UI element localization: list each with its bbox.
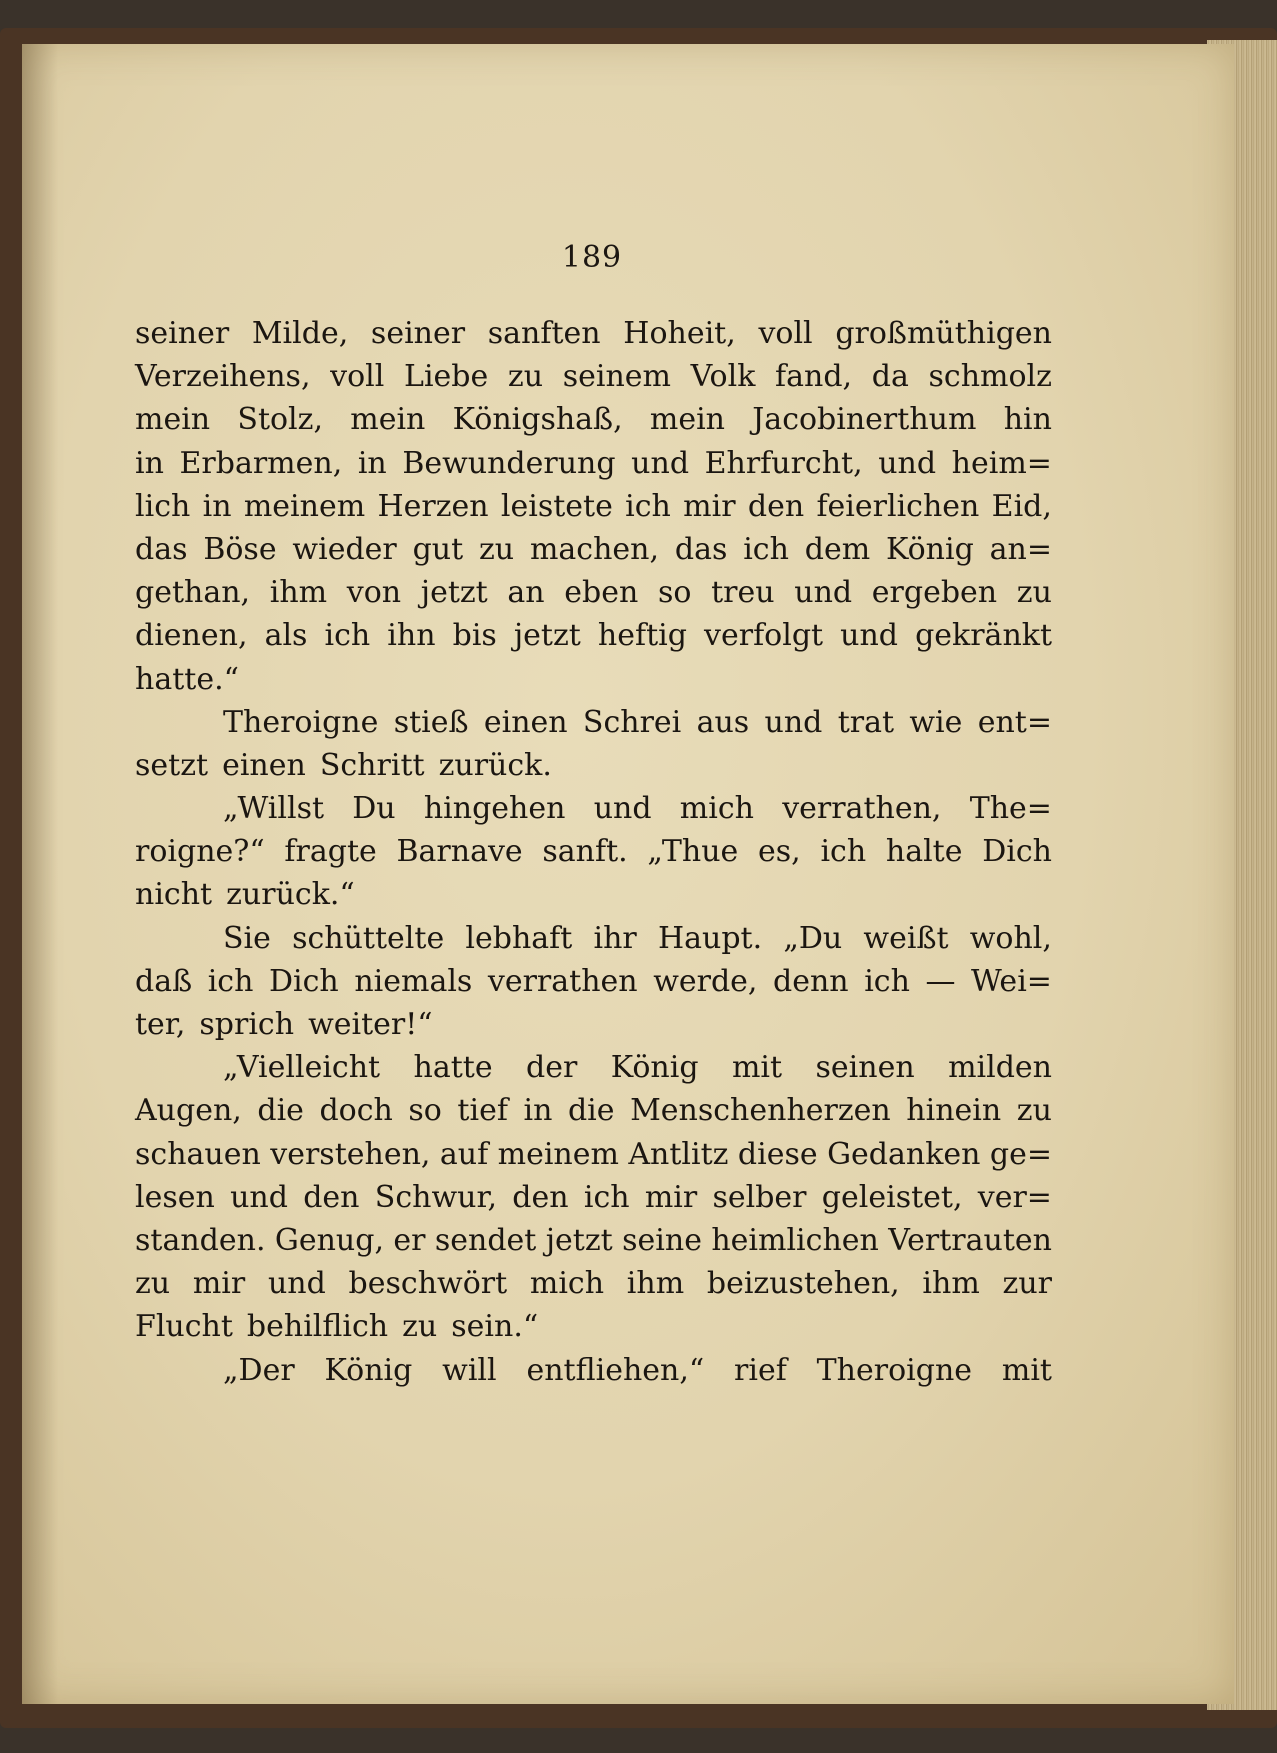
word: zurück.“ [226, 877, 355, 913]
word: gut [412, 531, 464, 567]
word: zu [507, 359, 544, 395]
word: hingehen [423, 791, 566, 827]
word: jetzt [420, 575, 488, 611]
word: ihm [626, 1266, 685, 1302]
word: Theroigne [816, 1352, 973, 1388]
word: sprich [199, 1007, 295, 1042]
text-line [135, 1003, 1052, 1046]
text-line [135, 830, 1052, 873]
word: so [657, 575, 692, 611]
word: ich [625, 488, 671, 524]
word: ihn [387, 618, 436, 654]
text-line [135, 1176, 1052, 1219]
word: mich [529, 1266, 605, 1302]
word: machen, [529, 531, 660, 567]
word: behilflich [246, 1309, 389, 1345]
word: an= [989, 531, 1052, 567]
word: werde, [653, 963, 758, 999]
word: will [442, 1352, 497, 1388]
word: dem [804, 531, 871, 567]
word: Verzeihens, [135, 359, 311, 395]
word: mein [350, 402, 426, 438]
word: hatte [413, 1050, 493, 1086]
word: von [346, 575, 402, 611]
word: zu [1016, 1093, 1052, 1129]
word: und [631, 445, 690, 481]
body-text [135, 312, 1052, 1392]
word: trat [837, 704, 895, 740]
word: eben [564, 575, 639, 611]
gutter-shadow [22, 44, 58, 1704]
word: mir [644, 1179, 698, 1215]
word: „Willst [223, 791, 325, 827]
word: ent= [977, 704, 1052, 740]
word: lesen [135, 1179, 215, 1215]
word: Hoheit, [623, 316, 736, 351]
word: „Thue [647, 834, 739, 870]
word: es, [758, 834, 801, 870]
word: und [794, 575, 853, 611]
text-line [135, 485, 1052, 528]
word: verfolgt [704, 618, 824, 654]
word: das [674, 531, 728, 567]
word: weißt [863, 920, 949, 956]
word: ich [324, 618, 371, 654]
word: geleistet, [821, 1179, 963, 1215]
word: Böse [203, 531, 277, 567]
word: beizustehen, [706, 1266, 900, 1302]
word: wieder [292, 531, 397, 567]
word: seinen [815, 1050, 915, 1086]
word: ihr [593, 920, 637, 956]
word: standen. [135, 1222, 266, 1258]
word: so [408, 1093, 442, 1129]
word: und [840, 618, 899, 654]
word: in [202, 488, 232, 524]
word: wohl, [969, 920, 1052, 956]
text-line [135, 873, 1052, 916]
word: zur [1002, 1266, 1052, 1302]
word: mit [1001, 1352, 1052, 1388]
word: mit [731, 1050, 783, 1086]
word: den [303, 1179, 360, 1215]
word: leistete [500, 488, 613, 524]
text-line [135, 658, 1052, 701]
text-line [135, 1046, 1052, 1089]
word: Bewunderung [402, 445, 616, 481]
word: ich [820, 834, 867, 870]
word: Herzen [377, 488, 489, 524]
word: — [925, 963, 956, 999]
word: der [526, 1050, 578, 1086]
word: Schrei [582, 704, 682, 740]
word: seiner [135, 316, 230, 351]
text-line [135, 1262, 1052, 1305]
text-line [135, 442, 1052, 485]
word: verrathen [487, 963, 638, 999]
word: und [267, 1266, 326, 1302]
word: jetzt [545, 1222, 613, 1258]
word: einen [483, 704, 568, 740]
word: Sie [223, 920, 271, 956]
text-line [135, 1305, 1052, 1348]
word: aus [696, 704, 750, 740]
word: das [135, 531, 188, 567]
word: Jacobinerthum [752, 402, 977, 438]
word: mein [649, 402, 726, 438]
word: ver= [977, 1179, 1052, 1215]
word: jetzt [513, 618, 581, 654]
word: König [885, 531, 974, 567]
word: ge= [989, 1136, 1052, 1172]
word: verstehen, [270, 1136, 431, 1172]
word: ihm [269, 575, 328, 611]
word: König [610, 1050, 699, 1086]
word: setzt [135, 747, 209, 783]
word: Ehrfurcht, [704, 445, 863, 481]
word: ich [207, 963, 254, 999]
word: die [567, 1093, 615, 1129]
word: heim= [951, 445, 1052, 481]
word: verrathen, [782, 791, 942, 827]
word: in [357, 445, 387, 481]
word: rief [734, 1352, 787, 1388]
word: ergeben [871, 575, 998, 611]
text-line [135, 1133, 1052, 1176]
word: gekränkt [915, 618, 1052, 654]
word: mich [679, 791, 754, 827]
text-line [135, 355, 1052, 398]
word: schmolz [928, 359, 1052, 395]
word: Erbarmen, [179, 445, 343, 481]
word: ich [743, 531, 789, 567]
word: als [264, 618, 308, 654]
text-line [135, 1349, 1052, 1392]
word: einen [222, 747, 306, 783]
word: sanft. [542, 834, 628, 870]
word: mir [683, 488, 736, 524]
word: Vertrauten [888, 1222, 1052, 1258]
word: da [871, 359, 909, 395]
word: feierlichen [816, 488, 980, 524]
word: weiter!“ [308, 1007, 433, 1042]
word: bis [452, 618, 497, 654]
text-line [135, 1089, 1052, 1132]
word: Du [352, 791, 396, 827]
word: Milde, [251, 316, 349, 351]
word: Liebe [404, 359, 489, 395]
word: beschwört [348, 1266, 508, 1302]
word: meinem [497, 1136, 619, 1172]
word: entfliehen,“ [526, 1352, 705, 1388]
word: treu [711, 575, 775, 611]
text-line [135, 528, 1052, 571]
word: Volk [690, 359, 756, 395]
word: Barnave [396, 834, 523, 870]
word: und [593, 791, 652, 827]
word: zu [479, 531, 515, 567]
word: milden [948, 1050, 1052, 1086]
word: heftig [597, 618, 687, 654]
word: Eid, [991, 488, 1052, 524]
word: mein [135, 402, 211, 438]
word: zu [135, 1266, 171, 1302]
word: er [393, 1222, 426, 1258]
word: Schwur, [374, 1179, 498, 1215]
word: Theroigne [223, 704, 379, 740]
text-line [135, 701, 1052, 744]
word: zu [1016, 575, 1052, 611]
word: zu [402, 1309, 438, 1345]
word: tief [457, 1093, 508, 1129]
word: dienen, [135, 618, 248, 654]
word: schauen [135, 1136, 261, 1172]
word: auf [439, 1136, 489, 1172]
text-line [135, 960, 1052, 1003]
word: die [257, 1093, 304, 1129]
word: fand, [775, 359, 853, 395]
word: Flucht [135, 1309, 233, 1345]
word: meinem [243, 488, 366, 524]
book-page [22, 44, 1234, 1704]
word: Menschenherzen [630, 1093, 891, 1129]
word: Schritt [319, 747, 425, 783]
word: hin [1003, 402, 1052, 438]
text-line [135, 312, 1052, 355]
word: Wei= [971, 963, 1052, 999]
word: ich [583, 1179, 630, 1215]
text-line [135, 614, 1052, 657]
word: doch [319, 1093, 393, 1129]
word: „Vielleicht [223, 1050, 381, 1086]
word: sendet [434, 1222, 537, 1258]
word: fragte [284, 834, 377, 870]
word: lebhaft [465, 920, 573, 956]
word: denn [773, 963, 849, 999]
word: wie [909, 704, 963, 740]
word: den [512, 1179, 569, 1215]
word: hatte.“ [135, 661, 239, 697]
word: voll [758, 316, 813, 351]
word: Genug, [274, 1222, 384, 1258]
word: König [324, 1352, 413, 1388]
word: stieß [393, 704, 469, 740]
word: ter, [135, 1007, 186, 1042]
word: und [764, 704, 823, 740]
page-number: 189 [561, 240, 623, 275]
text-line [135, 744, 1052, 787]
word: zurück. [438, 747, 552, 783]
word: Antlitz [628, 1136, 729, 1172]
word: Stolz, [237, 402, 323, 438]
word: „Du [783, 920, 843, 956]
word: in [523, 1093, 553, 1129]
word: lich [135, 488, 191, 524]
word: Haupt. [657, 920, 763, 956]
word: hinein [906, 1093, 1002, 1129]
word: und [230, 1179, 288, 1215]
word: großmüthigen [835, 316, 1052, 351]
word: seine [622, 1222, 702, 1258]
word: halte [885, 834, 963, 870]
word: den [747, 488, 805, 524]
word: daß [135, 963, 193, 999]
word: nicht [135, 877, 213, 913]
word: seiner [370, 316, 466, 351]
word: selber [712, 1179, 807, 1215]
word: an [507, 575, 545, 611]
word: The= [969, 791, 1052, 827]
word: sanften [487, 316, 601, 351]
text-line [135, 1219, 1052, 1262]
word: und [878, 445, 937, 481]
word: Dich [982, 834, 1052, 870]
text-line [135, 787, 1052, 830]
word: diese [737, 1136, 818, 1172]
text-line [135, 398, 1052, 441]
word: voll [330, 359, 385, 395]
word: seinem [562, 359, 671, 395]
word: schüttelte [292, 920, 445, 956]
word: ihm [922, 1266, 980, 1302]
word: in [135, 445, 164, 481]
word: Augen, [135, 1093, 242, 1129]
word: mir [192, 1266, 246, 1302]
word: ich [864, 963, 910, 999]
word: heimlichen [711, 1222, 879, 1258]
word: sein.“ [451, 1309, 539, 1345]
word: gethan, [135, 575, 251, 611]
text-line [135, 917, 1052, 960]
word: Dich [268, 963, 339, 999]
word: „Der [223, 1352, 295, 1388]
word: roigne?“ [135, 834, 265, 870]
word: niemals [354, 963, 473, 999]
text-line [135, 571, 1052, 614]
word: Königshaß, [452, 402, 623, 438]
word: Gedanken [827, 1136, 981, 1172]
